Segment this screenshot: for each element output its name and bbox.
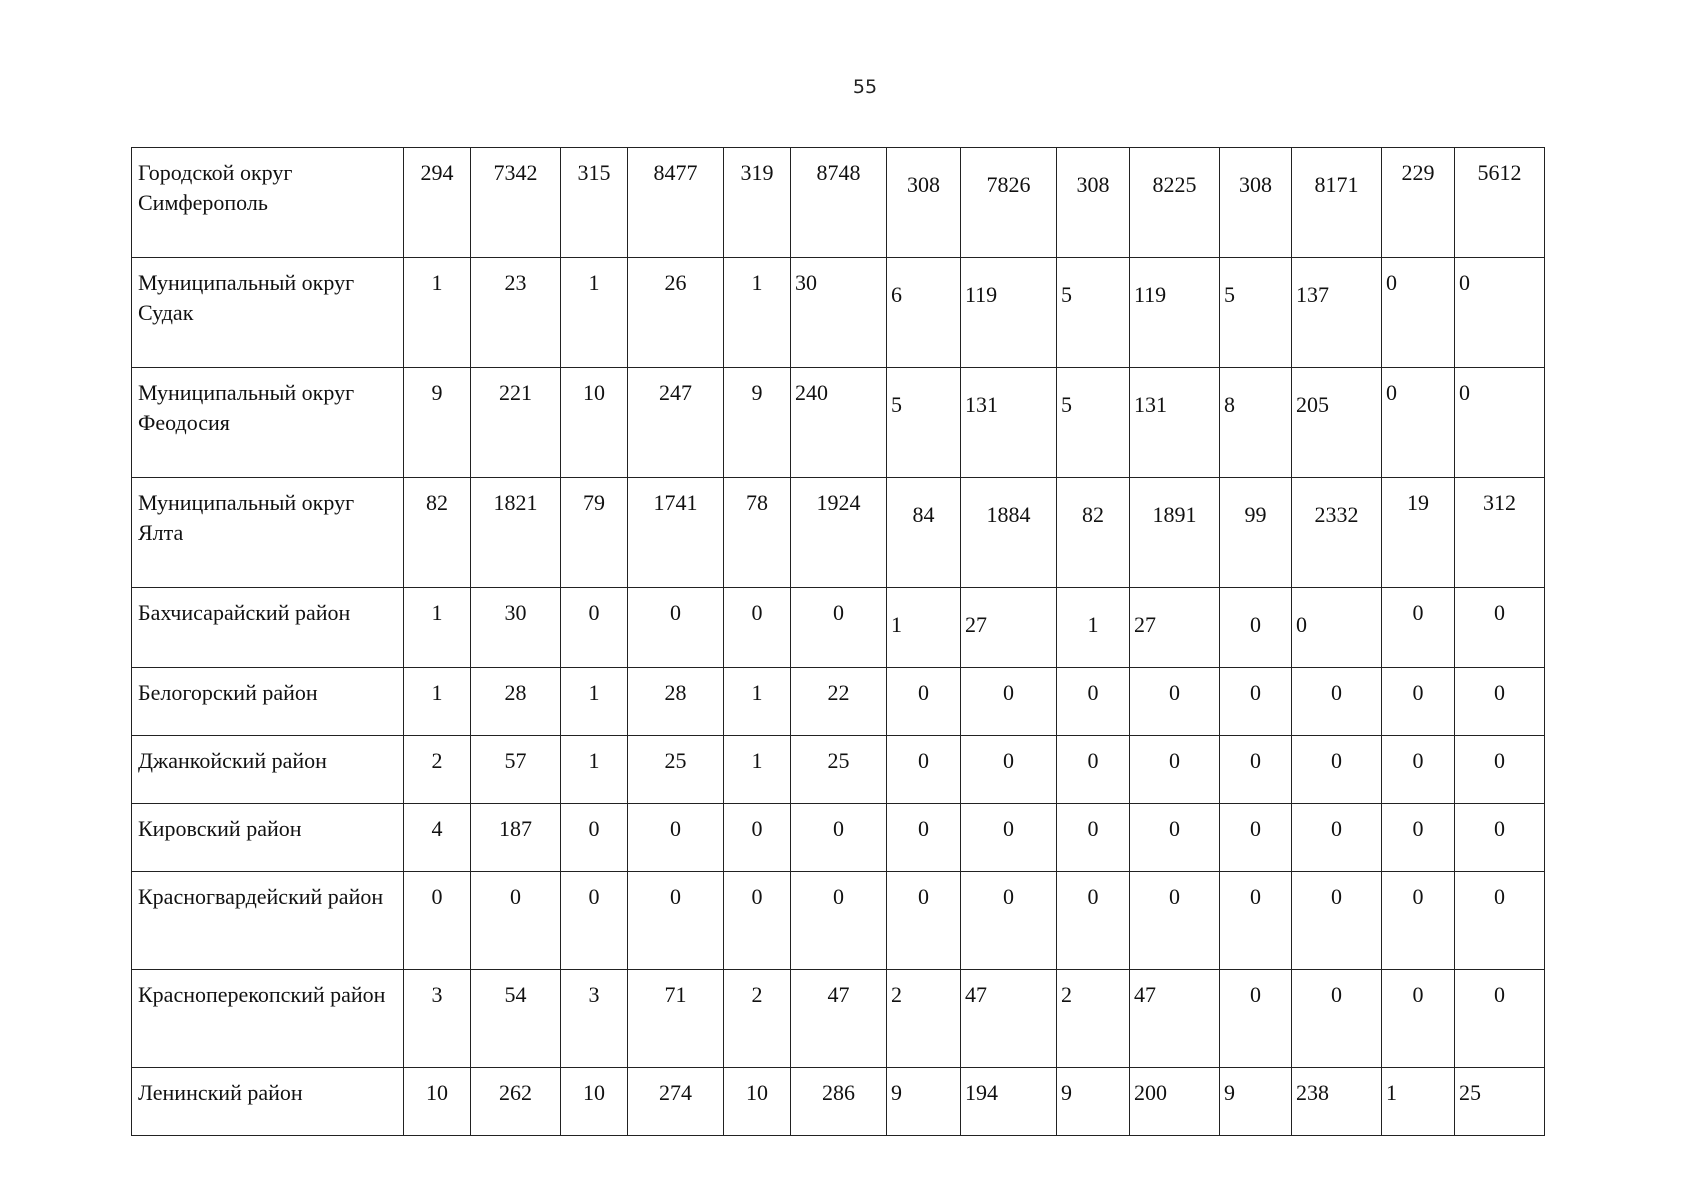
table-cell: 0 bbox=[561, 588, 628, 668]
table-cell: 137 bbox=[1292, 258, 1382, 368]
table-cell: 0 bbox=[724, 872, 791, 970]
table-cell: 0 bbox=[1292, 588, 1382, 668]
table-cell: 0 bbox=[628, 872, 724, 970]
table-cell: 8748 bbox=[791, 148, 887, 258]
table-cell: 319 bbox=[724, 148, 791, 258]
table-cell: 7342 bbox=[471, 148, 561, 258]
table-cell: 0 bbox=[791, 588, 887, 668]
table-cell: 79 bbox=[561, 478, 628, 588]
table-cell: 0 bbox=[1130, 736, 1220, 804]
table-cell: 0 bbox=[1382, 872, 1455, 970]
table-cell: 2 bbox=[887, 970, 961, 1068]
table-cell: 119 bbox=[1130, 258, 1220, 368]
table-cell: 294 bbox=[404, 148, 471, 258]
table-cell: 10 bbox=[561, 1068, 628, 1136]
table-cell: 0 bbox=[471, 872, 561, 970]
table-cell: 0 bbox=[1220, 970, 1292, 1068]
table-cell: 247 bbox=[628, 368, 724, 478]
table-cell: 1821 bbox=[471, 478, 561, 588]
table-cell: 28 bbox=[471, 668, 561, 736]
table-cell: 5 bbox=[1057, 368, 1130, 478]
table-cell: 3 bbox=[561, 970, 628, 1068]
table-cell: 238 bbox=[1292, 1068, 1382, 1136]
table-cell: 308 bbox=[1057, 148, 1130, 258]
table-cell: 9 bbox=[724, 368, 791, 478]
table-cell: 28 bbox=[628, 668, 724, 736]
table-cell: 19 bbox=[1382, 478, 1455, 588]
table-cell: 9 bbox=[1220, 1068, 1292, 1136]
table-cell: 1 bbox=[404, 258, 471, 368]
table-cell: 0 bbox=[1455, 368, 1545, 478]
table-cell: 1 bbox=[404, 668, 471, 736]
table-cell: 0 bbox=[1057, 872, 1130, 970]
table-cell: 205 bbox=[1292, 368, 1382, 478]
table-cell: 84 bbox=[887, 478, 961, 588]
table-row bbox=[132, 258, 1545, 368]
table-cell: 0 bbox=[1292, 804, 1382, 872]
row-label: Городской округ Симферополь bbox=[132, 148, 404, 258]
table-cell: 0 bbox=[1382, 588, 1455, 668]
table-cell: 10 bbox=[404, 1068, 471, 1136]
table-cell: 194 bbox=[961, 1068, 1057, 1136]
table-cell: 308 bbox=[887, 148, 961, 258]
table-cell: 9 bbox=[404, 368, 471, 478]
table-cell: 25 bbox=[628, 736, 724, 804]
table-cell: 8225 bbox=[1130, 148, 1220, 258]
table-cell: 0 bbox=[404, 872, 471, 970]
table-cell: 0 bbox=[1455, 668, 1545, 736]
table-cell: 0 bbox=[1292, 668, 1382, 736]
table-cell: 1 bbox=[404, 588, 471, 668]
table-cell: 0 bbox=[887, 668, 961, 736]
table-cell: 0 bbox=[1292, 872, 1382, 970]
table-cell: 82 bbox=[1057, 478, 1130, 588]
table-cell: 0 bbox=[628, 588, 724, 668]
table-cell: 0 bbox=[1455, 872, 1545, 970]
row-label: Ленинский район bbox=[132, 1068, 404, 1136]
table-cell: 0 bbox=[1130, 872, 1220, 970]
table-cell: 78 bbox=[724, 478, 791, 588]
table-cell: 1 bbox=[1382, 1068, 1455, 1136]
table-row bbox=[132, 478, 1545, 588]
table-cell: 131 bbox=[1130, 368, 1220, 478]
row-label: Белогорский район bbox=[132, 668, 404, 736]
table-cell: 0 bbox=[1382, 668, 1455, 736]
page-number: 55 bbox=[852, 76, 878, 98]
table-cell: 27 bbox=[1130, 588, 1220, 668]
table-cell: 0 bbox=[791, 872, 887, 970]
table-cell: 0 bbox=[961, 872, 1057, 970]
table-cell: 0 bbox=[1057, 736, 1130, 804]
table-cell: 131 bbox=[961, 368, 1057, 478]
table-cell: 0 bbox=[1382, 368, 1455, 478]
row-label: Красногвардейский район bbox=[132, 872, 404, 970]
table-cell: 312 bbox=[1455, 478, 1545, 588]
table-cell: 0 bbox=[961, 736, 1057, 804]
row-label: Муниципальный округ Феодосия bbox=[132, 368, 404, 478]
table-row bbox=[132, 872, 1545, 970]
table-cell: 47 bbox=[791, 970, 887, 1068]
table-cell: 2 bbox=[404, 736, 471, 804]
table-cell: 3 bbox=[404, 970, 471, 1068]
row-label: Муниципальный округ Ялта bbox=[132, 478, 404, 588]
table-cell: 240 bbox=[791, 368, 887, 478]
table-cell: 25 bbox=[791, 736, 887, 804]
table-cell: 0 bbox=[791, 804, 887, 872]
table-cell: 7826 bbox=[961, 148, 1057, 258]
table-cell: 0 bbox=[1057, 804, 1130, 872]
table-cell: 0 bbox=[887, 804, 961, 872]
table-cell: 1 bbox=[724, 736, 791, 804]
table-cell: 5 bbox=[1220, 258, 1292, 368]
table-cell: 30 bbox=[791, 258, 887, 368]
table-cell: 9 bbox=[887, 1068, 961, 1136]
row-label: Красноперекопский район bbox=[132, 970, 404, 1068]
table-cell: 0 bbox=[1220, 736, 1292, 804]
table-cell: 5 bbox=[887, 368, 961, 478]
table-cell: 0 bbox=[1130, 668, 1220, 736]
table-cell: 1 bbox=[1057, 588, 1130, 668]
table-cell: 0 bbox=[1220, 668, 1292, 736]
table-cell: 221 bbox=[471, 368, 561, 478]
table-cell: 0 bbox=[961, 668, 1057, 736]
table-cell: 0 bbox=[1455, 258, 1545, 368]
table-row bbox=[132, 1068, 1545, 1136]
table-cell: 2 bbox=[724, 970, 791, 1068]
table-cell: 0 bbox=[1382, 736, 1455, 804]
table-cell: 0 bbox=[1455, 804, 1545, 872]
table-cell: 0 bbox=[1455, 970, 1545, 1068]
table-cell: 1924 bbox=[791, 478, 887, 588]
table-cell: 1741 bbox=[628, 478, 724, 588]
table-cell: 0 bbox=[724, 804, 791, 872]
statistics-table bbox=[131, 147, 1545, 1136]
table-cell: 0 bbox=[961, 804, 1057, 872]
table-cell: 286 bbox=[791, 1068, 887, 1136]
table-cell: 315 bbox=[561, 148, 628, 258]
table-cell: 308 bbox=[1220, 148, 1292, 258]
table-cell: 0 bbox=[1292, 736, 1382, 804]
table-cell: 0 bbox=[1220, 804, 1292, 872]
table-cell: 0 bbox=[724, 588, 791, 668]
table-cell: 1884 bbox=[961, 478, 1057, 588]
table-cell: 0 bbox=[1382, 258, 1455, 368]
table-cell: 30 bbox=[471, 588, 561, 668]
table-cell: 22 bbox=[791, 668, 887, 736]
table-row bbox=[132, 588, 1545, 668]
table-cell: 1 bbox=[561, 668, 628, 736]
table-cell: 200 bbox=[1130, 1068, 1220, 1136]
table-cell: 5 bbox=[1057, 258, 1130, 368]
table-cell: 1 bbox=[887, 588, 961, 668]
table-row bbox=[132, 148, 1545, 258]
table-cell: 26 bbox=[628, 258, 724, 368]
table-cell: 54 bbox=[471, 970, 561, 1068]
table-cell: 4 bbox=[404, 804, 471, 872]
table-cell: 0 bbox=[1382, 804, 1455, 872]
row-label: Муниципальный округ Судак bbox=[132, 258, 404, 368]
table-cell: 2332 bbox=[1292, 478, 1382, 588]
row-label: Бахчисарайский район bbox=[132, 588, 404, 668]
table-cell: 1 bbox=[561, 736, 628, 804]
table-row bbox=[132, 368, 1545, 478]
table-cell: 99 bbox=[1220, 478, 1292, 588]
table-cell: 25 bbox=[1455, 1068, 1545, 1136]
table-row bbox=[132, 736, 1545, 804]
row-label: Кировский район bbox=[132, 804, 404, 872]
table-cell: 0 bbox=[1455, 736, 1545, 804]
table-cell: 27 bbox=[961, 588, 1057, 668]
table-cell: 274 bbox=[628, 1068, 724, 1136]
table-cell: 119 bbox=[961, 258, 1057, 368]
table-cell: 2 bbox=[1057, 970, 1130, 1068]
table-cell: 0 bbox=[1057, 668, 1130, 736]
table-cell: 10 bbox=[561, 368, 628, 478]
table-cell: 71 bbox=[628, 970, 724, 1068]
table-cell: 6 bbox=[887, 258, 961, 368]
table-cell: 0 bbox=[561, 804, 628, 872]
table-cell: 0 bbox=[1220, 872, 1292, 970]
table-cell: 187 bbox=[471, 804, 561, 872]
table-cell: 23 bbox=[471, 258, 561, 368]
table-cell: 1 bbox=[724, 668, 791, 736]
table-cell: 8 bbox=[1220, 368, 1292, 478]
table-cell: 82 bbox=[404, 478, 471, 588]
table-cell: 47 bbox=[1130, 970, 1220, 1068]
table-cell: 0 bbox=[628, 804, 724, 872]
table-cell: 9 bbox=[1057, 1068, 1130, 1136]
table-cell: 57 bbox=[471, 736, 561, 804]
table-cell: 8477 bbox=[628, 148, 724, 258]
table-row bbox=[132, 668, 1545, 736]
row-label: Джанкойский район bbox=[132, 736, 404, 804]
table-row bbox=[132, 804, 1545, 872]
table-cell: 229 bbox=[1382, 148, 1455, 258]
table-cell: 262 bbox=[471, 1068, 561, 1136]
table-cell: 0 bbox=[887, 872, 961, 970]
table-cell: 0 bbox=[1455, 588, 1545, 668]
table-cell: 0 bbox=[1292, 970, 1382, 1068]
table-cell: 1 bbox=[561, 258, 628, 368]
table-cell: 47 bbox=[961, 970, 1057, 1068]
table-cell: 8171 bbox=[1292, 148, 1382, 258]
table-cell: 5612 bbox=[1455, 148, 1545, 258]
table-row bbox=[132, 970, 1545, 1068]
table-cell: 10 bbox=[724, 1068, 791, 1136]
table-cell: 0 bbox=[1130, 804, 1220, 872]
table-cell: 0 bbox=[1382, 970, 1455, 1068]
table-cell: 1 bbox=[724, 258, 791, 368]
table-cell: 0 bbox=[1220, 588, 1292, 668]
table-cell: 1891 bbox=[1130, 478, 1220, 588]
table-cell: 0 bbox=[887, 736, 961, 804]
table-cell: 0 bbox=[561, 872, 628, 970]
